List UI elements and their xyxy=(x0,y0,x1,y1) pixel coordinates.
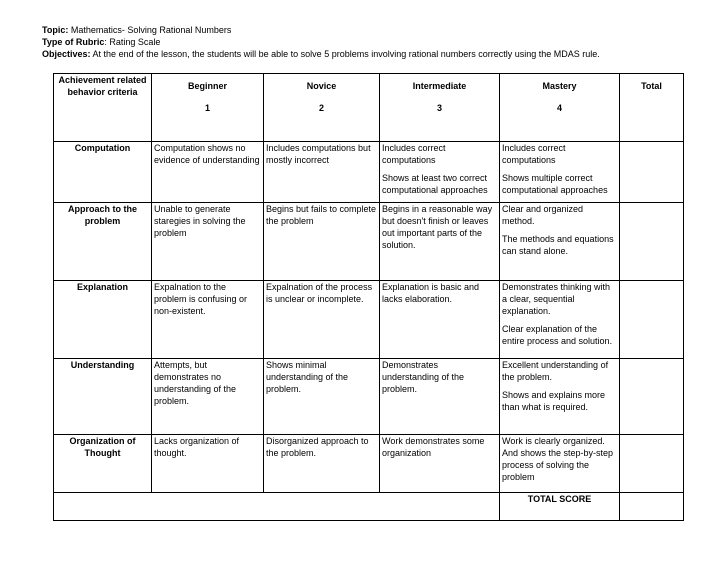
novice-cell: Includes computations but mostly incorrect xyxy=(264,142,380,203)
novice-cell: Shows minimal understanding of the problem. xyxy=(264,359,380,435)
rubric-type-label: Type of Rubric xyxy=(42,37,105,47)
intermediate-cell: Begins in a reasonable way but doesn't finish or leaves out important parts of the solution. xyxy=(380,203,500,281)
level-header-mastery xyxy=(500,74,620,142)
level-score: 1 xyxy=(204,103,210,113)
table-row xyxy=(54,142,684,203)
table-row xyxy=(54,203,684,281)
level-header-novice xyxy=(264,74,380,142)
criterion-cell: Approach to the problem xyxy=(54,203,152,281)
beginner-cell: Unable to generate staregies in solving the problem xyxy=(152,203,264,281)
beginner-cell: Lacks organization of thought. xyxy=(152,435,264,493)
mastery-text-1: Includes correct computations xyxy=(502,143,566,165)
objectives-line xyxy=(42,48,600,60)
beginner-cell: Attempts, but demonstrates no understanding of the problem. xyxy=(152,359,264,435)
topic-label: Topic: xyxy=(42,25,69,35)
level-score: 2 xyxy=(318,103,324,113)
mastery-text-2: Shows and explains more than what is required. xyxy=(502,390,606,412)
criterion-cell: Explanation xyxy=(54,281,152,359)
topic-line xyxy=(42,24,231,36)
level-name: Beginner xyxy=(187,81,227,91)
mastery-text-2: Shows multiple correct computational approaches xyxy=(502,173,608,195)
mastery-cell xyxy=(500,203,620,281)
total-header-label: Total xyxy=(641,81,662,91)
mastery-text-2: The methods and equations can stand alone. xyxy=(502,234,614,256)
table-row xyxy=(54,359,684,435)
total-cell[interactable] xyxy=(620,142,684,203)
rubric-type-value: : Rating Scale xyxy=(104,37,161,47)
total-header xyxy=(620,74,684,142)
level-name: Mastery xyxy=(542,81,577,91)
level-name: Novice xyxy=(306,81,337,91)
level-score: 4 xyxy=(556,103,562,113)
total-cell[interactable] xyxy=(620,435,684,493)
novice-cell: Begins but fails to complete the problem xyxy=(264,203,380,281)
mastery-text-2: Clear explanation of the entire process and solution. xyxy=(502,324,613,346)
intermediate-cell: Work demonstrates some organization xyxy=(380,435,500,493)
criteria-header: Achievement related behavior criteria xyxy=(54,74,152,142)
intermediate-cell: Explanation is basic and lacks elaboration. xyxy=(380,281,500,359)
novice-cell: Disorganized approach to the problem. xyxy=(264,435,380,493)
mastery-text-1: Excellent understanding of the problem. xyxy=(502,360,609,382)
level-header-intermediate xyxy=(380,74,500,142)
beginner-cell: Computation shows no evidence of understanding xyxy=(152,142,264,203)
criterion-cell: Understanding xyxy=(54,359,152,435)
total-cell[interactable] xyxy=(620,203,684,281)
objectives-label: Objectives: xyxy=(42,49,91,59)
mastery-cell: Work is clearly organized. And shows the step-by-step process of solving the problem xyxy=(500,435,620,493)
total-score-value-cell[interactable] xyxy=(620,493,684,521)
mastery-text-1: Demonstrates thinking with a clear, sequential explanation. xyxy=(502,282,611,316)
mastery-cell xyxy=(500,281,620,359)
header-row xyxy=(54,74,684,142)
table-row xyxy=(54,435,684,493)
novice-cell: Expalnation of the process is unclear or incomplete. xyxy=(264,281,380,359)
topic-value: Mathematics- Solving Rational Numbers xyxy=(70,25,232,35)
table-row xyxy=(54,281,684,359)
mastery-text-1: Clear and organized method. xyxy=(502,204,584,226)
beginner-cell: Expalnation to the problem is confusing or non-existent. xyxy=(152,281,264,359)
total-score-label: TOTAL SCORE xyxy=(500,493,620,521)
criterion-cell: Organization of Thought xyxy=(54,435,152,493)
total-cell[interactable] xyxy=(620,281,684,359)
total-cell[interactable] xyxy=(620,359,684,435)
level-header-beginner xyxy=(152,74,264,142)
objectives-value: At the end of the lesson, the students will be able to solve 5 problems involving rational numbers correctly using the MDAS rule. xyxy=(92,49,600,59)
intermediate-text-1: Includes correct computations xyxy=(382,143,446,165)
intermediate-cell xyxy=(380,142,500,203)
total-score-spacer xyxy=(54,493,500,521)
mastery-cell xyxy=(500,142,620,203)
criterion-cell: Computation xyxy=(54,142,152,203)
level-score: 3 xyxy=(436,103,442,113)
total-score-row xyxy=(54,493,684,521)
rubric-table xyxy=(53,73,684,521)
rubric-type-line xyxy=(42,36,160,48)
intermediate-text-2: Shows at least two correct computational approaches xyxy=(382,173,488,195)
level-name: Intermediate xyxy=(412,81,467,91)
mastery-cell xyxy=(500,359,620,435)
intermediate-cell: Demonstrates understanding of the problem. xyxy=(380,359,500,435)
